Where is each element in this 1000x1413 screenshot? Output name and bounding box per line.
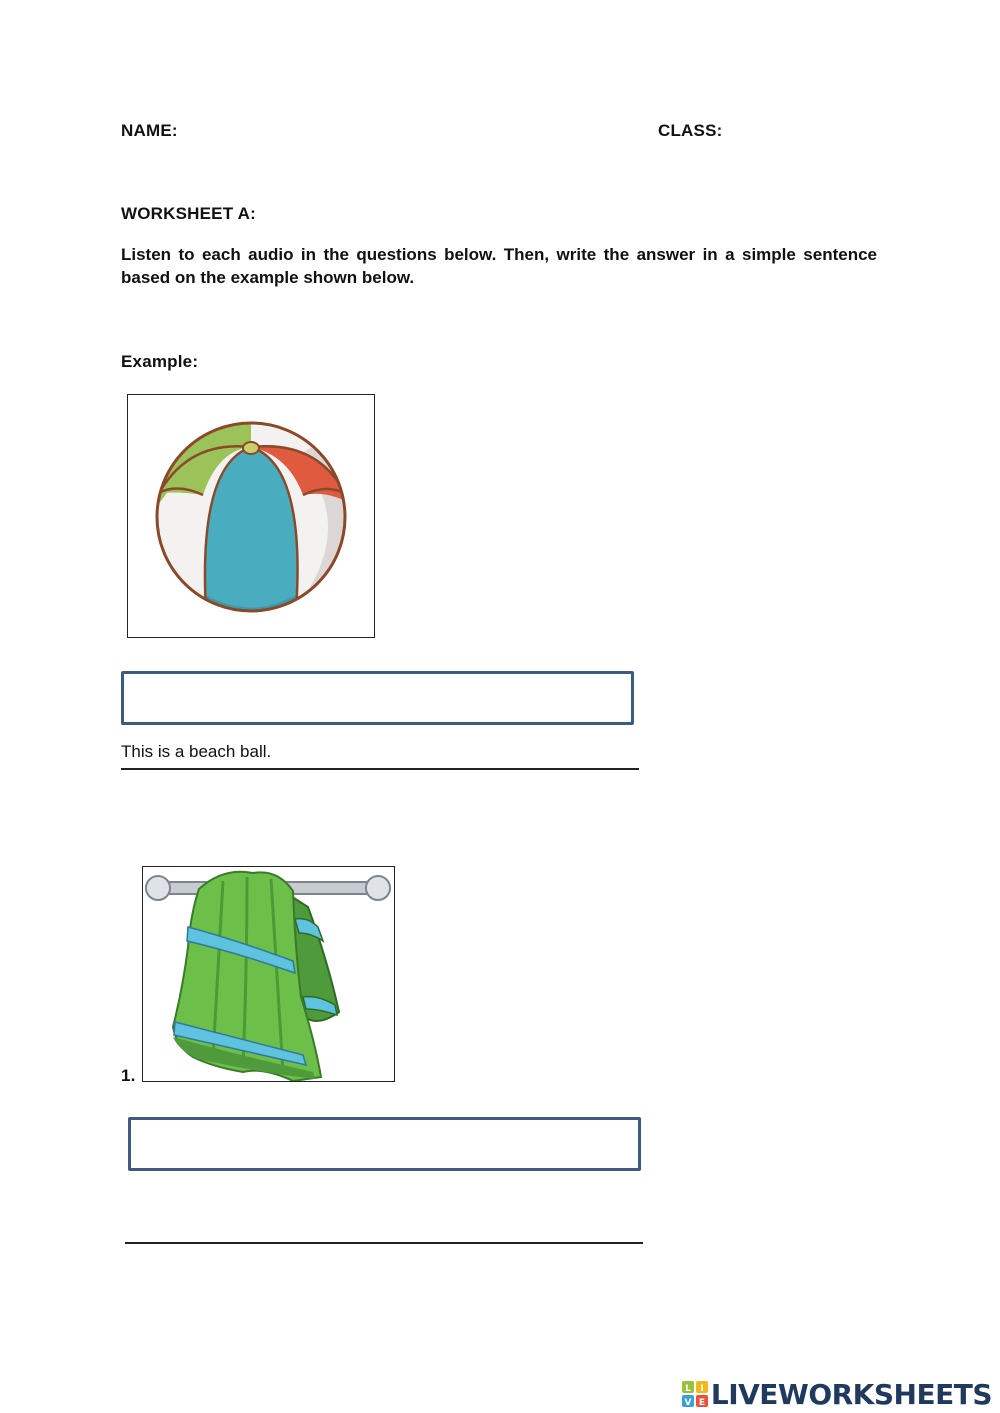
class-label: CLASS: [658,121,723,140]
beach-ball-icon [128,395,374,637]
liveworksheets-logo [682,1377,992,1411]
example-answer-line [121,768,639,770]
name-label: NAME: [121,121,178,140]
question-answer-line [125,1242,643,1244]
example-label: Example: [121,352,199,371]
instructions-text: Listen to each audio in the questions below. Then, write the answer in a simple sentence based on the example shown below. [121,245,877,287]
liveworksheets-badge-icon [682,1381,708,1407]
svg-text:I: I [700,1384,704,1394]
svg-text:L: L [685,1384,691,1394]
question-image-frame [142,866,395,1082]
example-answer-box[interactable] [121,671,634,725]
svg-text:V: V [684,1398,692,1407]
question-answer-box[interactable] [128,1117,641,1171]
svg-text:E: E [698,1398,705,1407]
towel-icon [143,867,394,1081]
example-answer-text: This is a beach ball. [121,742,272,761]
example-image-frame [127,394,375,638]
worksheet-title: WORKSHEET A: [121,204,256,223]
question-number: 1. [121,1066,136,1085]
liveworksheets-logo-text: LIVEWORKSHEETS [710,1377,992,1411]
